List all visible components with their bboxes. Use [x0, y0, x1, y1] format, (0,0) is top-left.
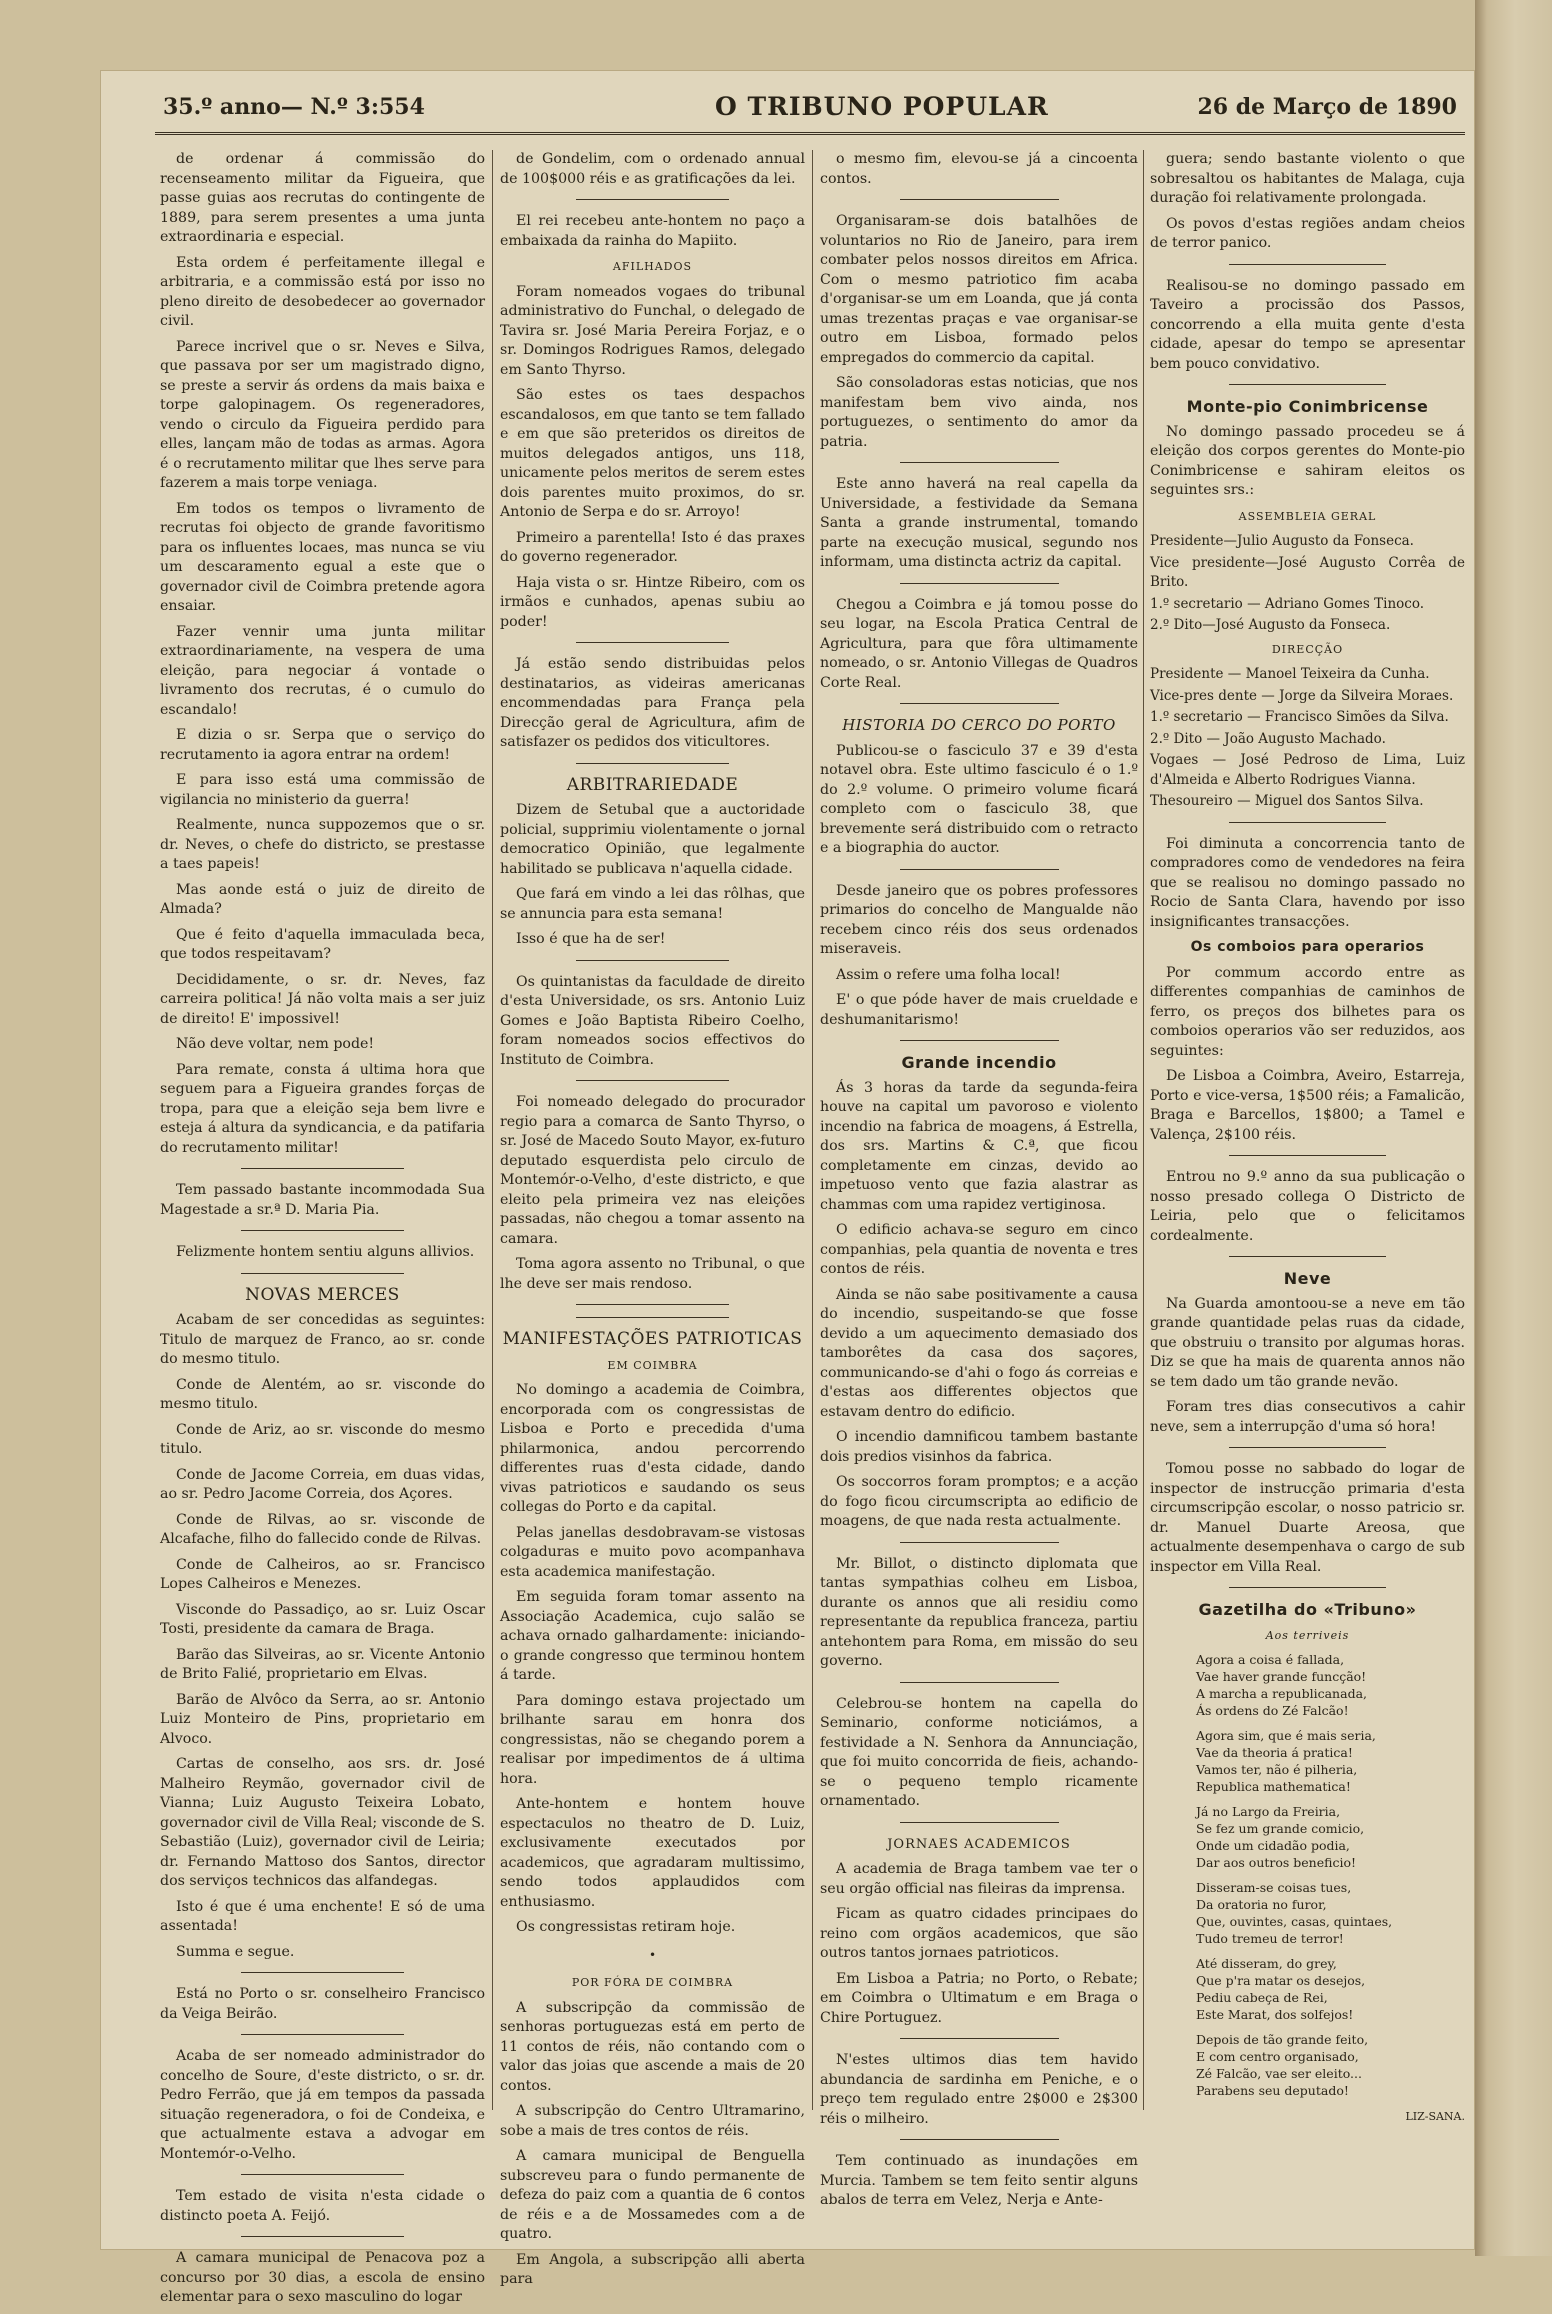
- poem-line: Vae da theoria á pratica!: [1196, 1745, 1353, 1760]
- section-heading: Grande incendio: [901, 1053, 1057, 1072]
- issue-date: 26 de Março de 1890: [1197, 94, 1457, 120]
- poem-stanza: [1196, 1727, 1465, 1795]
- separator-rule: [900, 1040, 1059, 1041]
- paragraph: Realisou-se no domingo passado em Taveiro a procissão dos Passos, concorrendo a ella muita gente d'esta cidade, apesar do tempo se apresentar bem pouco convidativo.: [1150, 277, 1465, 372]
- paragraph: Realmente, nunca suppozemos que o sr. dr. Neves, o chefe do districto, se prestasse a taes papeis!: [160, 817, 485, 872]
- separator-rule: [1229, 1155, 1387, 1156]
- separator-rule: [576, 763, 729, 764]
- paragraph: Os povos d'estas regiões andam cheios de terror panico.: [1150, 215, 1465, 251]
- separator-rule: [576, 1080, 729, 1081]
- article-list: [820, 1860, 1138, 2211]
- poem-stanza: [1196, 1651, 1465, 1719]
- paragraph: Os congressistas retiram hoje.: [516, 1919, 736, 1935]
- separator-rule: [241, 1230, 404, 1231]
- column-4: [1150, 150, 1465, 2127]
- paragraph: Ante-hontem e hontem houve espectaculos no theatro de D. Luiz, exclusivamente executados por academicos, que agradaram multissimo, sendo todos applaudidos com enthusiasmo.: [500, 1796, 805, 1910]
- poem-line: Republica mathematica!: [1196, 1779, 1351, 1794]
- poem-line: Agora a coisa é fallada,: [1196, 1652, 1345, 1667]
- paragraph: Em Angola, a subscripção alli aberta para: [500, 2251, 805, 2287]
- paragraph: Não deve voltar, nem pode!: [176, 1036, 375, 1052]
- paragraph: Barão de Alvôco da Serra, ao sr. Antonio Luiz Monteiro de Pins, proprietario em Alvoco.: [160, 1691, 485, 1747]
- paragraph: Ficam as quatro cidades principaes do reino com orgãos academicos, que são outros tantos jornaes patrioticos.: [820, 1906, 1138, 1961]
- section-heading: AFILHADOS: [612, 260, 693, 273]
- paragraph: A camara municipal de Penacova poz a concurso por 30 dias, a escola de ensino elementar para o sexo masculino do logar: [160, 2250, 485, 2305]
- paragraph: Visconde do Passadiço, ao sr. Luiz Oscar Tosti, presidente da camara de Braga.: [160, 1601, 485, 1637]
- paragraph: Em seguida foram tomar assento na Associação Academica, cujo salão se achava ornado galhardamente: iniciando-o grande congresso que terminou hontem á tarde.: [500, 1589, 805, 1683]
- paragraph: Os soccorros foram promptos; e a acção do fogo ficou circumscripta ao edificio de moagens, de que nada resta actualmente.: [820, 1474, 1138, 1529]
- paragraph: Foram nomeados vogaes do tribunal administrativo do Funchal, o delegado de Tavira sr. José Maria Pereira Forjaz, e o sr. Domingos Rodrigues Ramos, delegado em Santo Thyrso.: [500, 283, 805, 378]
- article-list: [1150, 423, 1465, 501]
- poem-line: E com centro organisado,: [1196, 2049, 1359, 2064]
- poem-line: Parabens seu deputado!: [1196, 2083, 1349, 2098]
- paragraph: Está no Porto o sr. conselheiro Francisco da Veiga Beirão.: [160, 1986, 485, 2022]
- subheading: POR FÓRA DE COIMBRA: [571, 1976, 734, 1989]
- poem-line: Vamos ter, não é pilheria,: [1196, 1762, 1358, 1777]
- paragraph: De Lisboa a Coimbra, Aveiro, Estarreja, Porto e vice-versa, 1$500 réis; a Famalicão, Braga e Barcellos, 1$800; a Tamel e Valença, 2$100 réis.: [1150, 1068, 1465, 1143]
- separator-rule: [900, 2139, 1059, 2140]
- dot-divider: •: [648, 1947, 657, 1962]
- paragraph: Chegou a Coimbra e já tomou posse do seu logar, na Escola Pratica Central de Agricultura, para que fôra ultimamente nomeado, o sr. Antonio Villegas de Quadros Corte Real.: [820, 596, 1138, 691]
- separator-rule: [576, 642, 729, 643]
- article-list: [500, 801, 805, 1305]
- separator-rule: [576, 960, 729, 961]
- poem-line: Que, ouvintes, casas, quintaes,: [1196, 1914, 1393, 1929]
- section-heading: ARBITRARIEDADE: [566, 774, 739, 795]
- paragraph: Na Guarda amontoou-se a neve em tão grande quantidade pelas ruas da cidade, que obstruiu o transito por algumas horas. Diz se que ha mais de quarenta annos não se tem dado um tão grande nevão.: [1150, 1295, 1465, 1390]
- column-1: [160, 150, 485, 2314]
- separator-rule: [900, 703, 1059, 704]
- paragraph: Haja vista o sr. Hintze Ribeiro, com os irmãos e cunhados, apenas subiu ao poder!: [500, 574, 805, 630]
- paragraph: Mas aonde está o juiz de direito de Almada?: [160, 881, 485, 917]
- paragraph: Felizmente hontem sentiu alguns allivios.: [176, 1244, 475, 1260]
- paragraph: Primeiro a parentella! Isto é das praxes do governo regenerador.: [500, 529, 805, 565]
- article-list: [500, 1381, 805, 1938]
- separator-rule: [241, 2174, 404, 2175]
- paragraph: Thesoureiro — Miguel dos Santos Silva.: [1150, 793, 1424, 809]
- paragraph: Assim o refere uma folha local!: [836, 966, 1061, 983]
- article-list: [1150, 835, 1465, 933]
- paragraph: 1.º secretario — Adriano Gomes Tinoco.: [1150, 595, 1425, 612]
- paragraph: A academia de Braga tambem vae ter o seu orgão official nas fileiras da imprensa.: [820, 1861, 1138, 1897]
- paragraph: Publicou-se o fasciculo 37 e 39 d'esta notavel obra. Este ultimo fasciculo é o 1.º do 2.º volume. O primeiro volume ficará completo com o fasciculo 38, que brevemente será distribuido com o retracto e a biographia do auctor.: [820, 742, 1138, 856]
- issue-number: 35.º anno— N.º 3:554: [163, 94, 425, 120]
- paragraph: Ainda se não sabe positivamente a causa do incendio, suspeitando-se que fosse devido a um aquecimento demasiado dos tamborêtes da casa dos saçores, communicando-se d'ahi o fogo ás correias e d'estas aos differentes objectos que estavam dentro do edificio.: [820, 1286, 1138, 1420]
- paragraph: Vice-pres dente — Jorge da Silveira Moraes.: [1150, 687, 1454, 704]
- paragraph: Conde de Rilvas, ao sr. visconde de Alcafache, filho do fallecido conde de Rilvas.: [160, 1511, 485, 1547]
- section-heading: Monte-pio Conimbricense: [1186, 397, 1429, 416]
- paragraph: o mesmo fim, elevou-se já a cincoenta contos.: [820, 151, 1138, 187]
- separator-rule: [1229, 1447, 1387, 1448]
- separator-rule: [576, 1317, 729, 1318]
- separator-rule: [576, 1304, 729, 1305]
- paragraph: Dizem de Setubal que a auctoridade policial, supprimiu violentamente o jornal democratico Opinião, que legalmente habilitado se publicava n'aquella cidade.: [500, 802, 805, 877]
- separator-rule: [241, 1972, 404, 1973]
- column-3: [820, 150, 1138, 2217]
- poem-line: Se fez um grande comicio,: [1196, 1821, 1365, 1836]
- paragraph: A subscripção da commissão de senhoras portuguezas está em perto de 11 contos de réis, não contando com o valor das joias que ascende a mais de 20 contos.: [500, 1999, 805, 2094]
- paragraph: Fazer vennir uma junta militar extraordinariamente, na vespera de uma eleição, para negociar á vontade o livramento dos recrutas, é o cumulo do escandalo!: [160, 623, 485, 718]
- paragraph: Os quintanistas da faculdade de direito d'esta Universidade, os srs. Antonio Luiz Gomes e João Baptista Ribeiro Coelho, foram nomeados socios effectivos do Instituto de Coimbra.: [500, 973, 805, 1068]
- poem-line: Depois de tão grande feito,: [1196, 2032, 1369, 2047]
- paragraph: Que fará em vindo a lei das rôlhas, que se annuncia para esta semana!: [500, 886, 805, 922]
- separator-rule: [1229, 822, 1387, 823]
- poem-line: Até disseram, do grey,: [1196, 1956, 1337, 1971]
- paragraph: Celebrou-se hontem na capella do Seminario, conforme noticiámos, a festividade a N. Senhora da Annunciação, que foi muito concorrida de fieis, achando-se o pequeno templo ricamente ornamentado.: [820, 1695, 1138, 1809]
- separator-rule: [241, 2034, 404, 2035]
- subheading: EM COIMBRA: [607, 1358, 698, 1372]
- subheading: JORNAES ACADEMICOS: [887, 1836, 1071, 1852]
- paragraph: Para remate, consta á ultima hora que seguem para a Figueira grandes forças de tropa, para que a eleição seja bem livre e esteja á altura da syndicancia, e da patifaria do recrutamento militar!: [160, 1061, 485, 1156]
- paragraph: N'estes ultimos dias tem havido abundancia de sardinha em Peniche, e o preço tem regulado entre 2$000 e 2$300 réis o milheiro.: [820, 2052, 1138, 2127]
- officer-list: [1150, 532, 1465, 636]
- paragraph: Isto é que é uma enchente! E só de uma assentada!: [160, 1898, 485, 1934]
- paragraph: Este anno haverá na real capella da Universidade, a festividade da Semana Santa a grande instrumental, tomando parte na execução musical, segundo nos informam, uma distincta actriz da capital.: [820, 476, 1138, 570]
- paragraph: Organisaram-se dois batalhões de voluntarios no Rio de Janeiro, para irem combater pelos nossos direitos em Africa. Com o mesmo patriotico fim acaba d'organisar-se um em Loanda, que já conta umas trezentas praças e vae organisar-se outro em Lisboa, formado pelos empregados do commercio da capital.: [820, 213, 1138, 366]
- poem-line: A marcha a republicanada,: [1196, 1686, 1367, 1701]
- poem-line: Dar aos outros beneficio!: [1196, 1855, 1357, 1870]
- paragraph: Entrou no 9.º anno da sua publicação o nosso presado collega O Districto de Leiria, pelo que o felicitamos cordealmente.: [1150, 1169, 1465, 1244]
- paragraph: São estes os taes despachos escandalosos, em que tanto se tem fallado e em que são preteridos os direitos de muitos delegados antigos, uns 118, unicamente pelos meritos de serem estes dois parentes muito proximos, do sr. Antonio de Serpa e do sr. Arroyo!: [500, 387, 805, 520]
- paragraph: A camara municipal de Benguella subscreveu para o fundo permanente de defeza do paiz com a quantia de 6 contos de réis e a de Mossamedes com a de quatro.: [500, 2148, 805, 2242]
- poem-line: Da oratoria no furor,: [1196, 1897, 1327, 1912]
- separator-rule: [900, 1542, 1059, 1543]
- paragraph: Tem estado de visita n'esta cidade o distincto poeta A. Feijó.: [160, 2188, 485, 2224]
- paragraph: Cartas de conselho, aos srs. dr. José Malheiro Reymão, governador civil de Vianna; Luiz Augusto Teixeira Lobato, governador civil de Villa Real; visconde de S. Sebastião (Luiz), governador civil de Leiria; dr. Fernando Mattoso dos Santos, director dos serviços technicos das alfandegas.: [160, 1756, 485, 1889]
- paragraph: 2.º Dito — João Augusto Machado.: [1150, 730, 1386, 747]
- paragraph: Já estão sendo distribuidas pelos destinatarios, as videiras americanas encommendadas para França pela Direcção geral de Agricultura, afim de satisfazer os pedidos dos viticultores.: [500, 656, 805, 750]
- poem-stanza: [1196, 2031, 1465, 2099]
- separator-rule: [241, 1168, 404, 1169]
- separator-rule: [241, 1273, 404, 1274]
- separator-rule: [241, 2236, 404, 2237]
- paragraph: 2.º Dito—José Augusto da Fonseca.: [1150, 617, 1391, 633]
- paragraph: Desde janeiro que os pobres professores primarios do concelho de Mangualde não recebem cinco réis dos seus ordenados miseraveis.: [820, 882, 1138, 957]
- paragraph: Foi diminuta a concorrencia tanto de compradores como de vendedores na feira que se realisou no domingo passado no Rocio de Santa Clara, havendo por isso insignificantes transacções.: [1150, 835, 1465, 930]
- paragraph: Presidente—Julio Augusto da Fonseca.: [1150, 533, 1414, 549]
- paragraph: Foi nomeado delegado do procurador regio para a comarca de Santo Thyrso, o sr. José de Macedo Souto Mayor, ex-futuro deputado esquerdista pelo circulo de Montemór-o-Velho, d'este districto, e que eleito pela primeira vez nas eleições passadas, não chegou a tomar assento na camara.: [500, 1094, 805, 1247]
- section-heading: HISTORIA DO CERCO DO PORTO: [842, 716, 1116, 734]
- separator-rule: [900, 199, 1059, 200]
- paragraph: E para isso está uma commissão de vigilancia no ministerio da guerra!: [160, 772, 485, 808]
- paragraph: Acaba de ser nomeado administrador do concelho de Soure, d'este districto, o sr. dr. Pedro Ferrão, que já em tempos da passada situação regeneradora, o foi de Condeixa, e que actualmente estava a advogar em Montemór-o-Velho.: [160, 2048, 485, 2162]
- subheading: ASSEMBLEIA GERAL: [1238, 509, 1377, 523]
- paragraph: O edificio achava-se seguro em cinco companhias, pela quantia de noventa e tres contos de réis.: [820, 1222, 1138, 1277]
- subheading: DIRECÇÃO: [1271, 642, 1344, 656]
- paragraph: Vice presidente—José Augusto Corrêa de Brito.: [1150, 554, 1465, 590]
- poem-line: Que p'ra matar os desejos,: [1196, 1973, 1366, 1988]
- paragraph: de ordenar á commissão do recenseamento militar da Figueira, que passe guias aos recrutas do contingente de 1889, para serem presentes a uma junta extraordinaria e especial.: [160, 151, 485, 245]
- poem-stanza: [1196, 1803, 1465, 1871]
- poem-line: Disseram-se coisas tues,: [1196, 1880, 1352, 1895]
- separator-rule: [900, 869, 1059, 870]
- paragraph: El rei recebeu ante-hontem no paço a embaixada da rainha do Mapiito.: [500, 213, 805, 249]
- paragraph: Presidente — Manoel Teixeira da Cunha.: [1150, 666, 1430, 682]
- paragraph: Tem passado bastante incommodada Sua Magestade a sr.ª D. Maria Pia.: [160, 1182, 485, 1218]
- paragraph: A subscripção do Centro Ultramarino, sobe a mais de tres contos de réis.: [500, 2103, 805, 2139]
- article-list: [820, 1079, 1138, 1812]
- paragraph: Toma agora assento no Tribunal, o que lhe deve ser mais rendoso.: [500, 1256, 805, 1292]
- paragraph: Ás 3 horas da tarde da segunda-feira houve na capital um pavoroso e violento incendio na fabrica de moagens, á Estrella, dos srs. Martins & C.ª, que ficou completamente em cinzas, devido ao impetuoso vento que fazia alastrar as chammas com uma rapidez vertiginosa.: [820, 1079, 1138, 1213]
- article-list: [500, 283, 805, 753]
- paragraph: Conde de Ariz, ao sr. visconde do mesmo titulo.: [160, 1421, 485, 1457]
- paragraph: Foram tres dias consecutivos a cahir neve, sem a interrupção d'uma só hora!: [1150, 1399, 1465, 1435]
- paragraph: São consoladoras estas noticias, que nos manifestam bem vivo ainda, nos portuguezes, o sentimento do amor da patria.: [820, 375, 1138, 450]
- paragraph: Que é feito d'aquella immaculada beca, que todos respeitavam?: [160, 926, 485, 962]
- paragraph: Barão das Silveiras, ao sr. Vicente Antonio de Brito Falié, proprietario em Elvas.: [160, 1646, 485, 1682]
- paragraph: E dizia o sr. Serpa que o serviço do recrutamento ia agora entrar na ordem!: [160, 727, 485, 763]
- section-heading: Neve: [1283, 1269, 1332, 1288]
- separator-rule: [1229, 1256, 1387, 1257]
- poem-line: Agora sim, que é mais seria,: [1196, 1728, 1376, 1743]
- section-heading: Os comboios para operarios: [1190, 939, 1425, 955]
- article-list: [1150, 964, 1465, 1247]
- separator-rule: [900, 1682, 1059, 1683]
- paragraph: Conde de Calheiros, ao sr. Francisco Lopes Calheiros e Menezes.: [160, 1556, 485, 1592]
- separator-rule: [1229, 264, 1387, 265]
- paragraph: Conde de Alentém, ao sr. visconde do mesmo titulo.: [160, 1376, 485, 1412]
- column-rule: [492, 150, 493, 2110]
- article-list: [1150, 150, 1465, 374]
- paragraph: Isso é que ha de ser!: [516, 931, 666, 947]
- signature: LIZ-SANA.: [1405, 2110, 1465, 2123]
- poem: [1150, 1651, 1465, 2099]
- masthead: [155, 88, 1465, 135]
- separator-rule: [1229, 1587, 1387, 1588]
- separator-rule: [576, 199, 729, 200]
- separator-rule: [900, 2038, 1059, 2039]
- newspaper-title: O TRIBUNO POPULAR: [715, 92, 1049, 121]
- paragraph: Vogaes — José Pedroso de Lima, Luiz d'Almeida e Alberto Rodrigues Vianna.: [1150, 752, 1465, 788]
- paragraph: 1.º secretario — Francisco Simões da Silva.: [1150, 709, 1449, 725]
- poem-line: Zé Falcão, vae ser eleito...: [1196, 2066, 1362, 2081]
- separator-rule: [900, 583, 1059, 584]
- paragraph: Para domingo estava projectado um brilhante sarau em honra dos congressistas, não se chegando porem a realisar por impedimentos de á ultima hora.: [500, 1692, 805, 1787]
- paragraph: guera; sendo bastante violento o que sobresaltou os habitantes de Malaga, cuja duração foi relativamente prolongada.: [1150, 151, 1465, 206]
- paragraph: No domingo a academia de Coimbra, encorporada com os congressistas de Lisboa e Porto e precedida d'uma philarmonica, andou percorrendo differentes ruas d'esta cidade, dando vivas patrioticos e saudando os seus collegas do Porto e da capital.: [500, 1382, 805, 1515]
- article-list: [820, 150, 1138, 693]
- paragraph: Em todos os tempos o livramento de recrutas foi objecto de grande favoritismo para os influentes locaes, mas nunca se viu um descaramento egual a este que o governador civil de Coimbra pretende agora ensaiar.: [160, 500, 485, 614]
- column-rule: [812, 150, 813, 2110]
- article-list: [500, 1999, 805, 2290]
- poem-line: Pediu cabeça de Rei,: [1196, 1990, 1328, 2005]
- article-list: [160, 1311, 485, 2308]
- separator-rule: [900, 462, 1059, 463]
- paragraph: Esta ordem é perfeitamente illegal e arbitraria, e a commissão está por isso no pleno direito de desobedecer ao governador civil.: [160, 254, 485, 329]
- paragraph: Em Lisboa a Patria; no Porto, o Rebate; em Coimbra o Ultimatum e em Braga o Chire Portuguez.: [820, 1970, 1138, 2026]
- subheading: Aos terriveis: [1265, 1628, 1350, 1642]
- article-list: [1150, 1295, 1465, 1578]
- article-list: [820, 742, 1138, 1031]
- poem-stanza: [1196, 1955, 1465, 2023]
- paragraph: No domingo passado procedeu se á eleição dos corpos gerentes do Monte-pio Conimbricense e sahiram eleitos os seguintes srs.:: [1150, 423, 1465, 498]
- paragraph: Acabam de ser concedidas as seguintes: Titulo de marquez de Franco, ao sr. conde do mesmo titulo.: [160, 1312, 485, 1367]
- article-list: [500, 150, 805, 251]
- section-heading: MANIFESTAÇÕES PATRIOTICAS: [502, 1329, 803, 1349]
- paragraph: de Gondelim, com o ordenado annual de 100$000 réis e as gratificações da lei.: [500, 151, 805, 187]
- poem-stanza: [1196, 1879, 1465, 1947]
- section-heading: Gazetilha do «Tribuno»: [1198, 1600, 1417, 1619]
- column-2: [500, 150, 805, 2296]
- paragraph: Por commum accordo entre as differentes companhias de caminhos de ferro, os preços dos bilhetes para os comboios operarios vão ser reduzidos, aos seguintes:: [1150, 964, 1465, 1059]
- paragraph: Conde de Jacome Correia, em duas vidas, ao sr. Pedro Jacome Correia, dos Açores.: [160, 1466, 485, 1502]
- paragraph: Tem continuado as inundações em Murcia. Tambem se tem feito sentir alguns abalos de terra em Velez, Nerja e Ante-: [820, 2153, 1138, 2208]
- paragraph: Decididamente, o sr. dr. Neves, faz carreira politica! Já não volta mais a ser juiz de direito! E' impossivel!: [160, 971, 485, 1027]
- paragraph: Tomou posse no sabbado do logar de inspector de instrucção primaria d'esta circumscripção escolar, o nosso patricio sr. dr. Manuel Duarte Areosa, que actualmente desempenhava o cargo de sub inspector em Villa Real.: [1150, 1461, 1465, 1575]
- adjacent-page-edge: [1475, 0, 1552, 2256]
- paragraph: Pelas janellas desdobravam-se vistosas colgaduras e muito povo acompanhava esta academica manifestação.: [500, 1524, 805, 1580]
- column-rule: [1143, 150, 1144, 2110]
- paragraph: Parece incrivel que o sr. Neves e Silva, que passava por ser um magistrado digno, se preste a servir ás ordens da mais baixa e torpe galopinagem. Os regeneradores, vendo o circulo da Figueira perdido para elles, lançam mão de todas as armas. Agora é o recrutamento militar que lhes serve para fazerem a mais torpe veniaga.: [160, 338, 485, 491]
- poem-line: Onde um cidadão podia,: [1196, 1838, 1350, 1853]
- separator-rule: [1229, 384, 1387, 385]
- paragraph: Mr. Billot, o distincto diplomata que tantas sympathias colheu em Lisboa, durante os annos que ali residiu como representante da republica franceza, partiu antehontem para Roma, em missão do seu governo.: [820, 1555, 1138, 1669]
- poem-line: Vae haver grande funcção!: [1196, 1669, 1367, 1684]
- paragraph: O incendio damnificou tambem bastante dois predios visinhos da fabrica.: [820, 1429, 1138, 1465]
- paragraph: E' o que póde haver de mais crueldade e deshumanitarismo!: [820, 992, 1138, 1028]
- article-list: [160, 150, 485, 1263]
- poem-line: Este Marat, dos solfejos!: [1196, 2007, 1354, 2022]
- section-heading: NOVAS MERCES: [245, 1284, 400, 1305]
- poem-line: Ás ordens do Zé Falcão!: [1196, 1703, 1349, 1718]
- poem-line: Já no Largo da Freiria,: [1196, 1804, 1341, 1819]
- paragraph: Summa e segue.: [176, 1943, 295, 1960]
- separator-rule: [900, 1822, 1059, 1823]
- poem-line: Tudo tremeu de terror!: [1196, 1931, 1344, 1946]
- officer-list: [1150, 665, 1465, 812]
